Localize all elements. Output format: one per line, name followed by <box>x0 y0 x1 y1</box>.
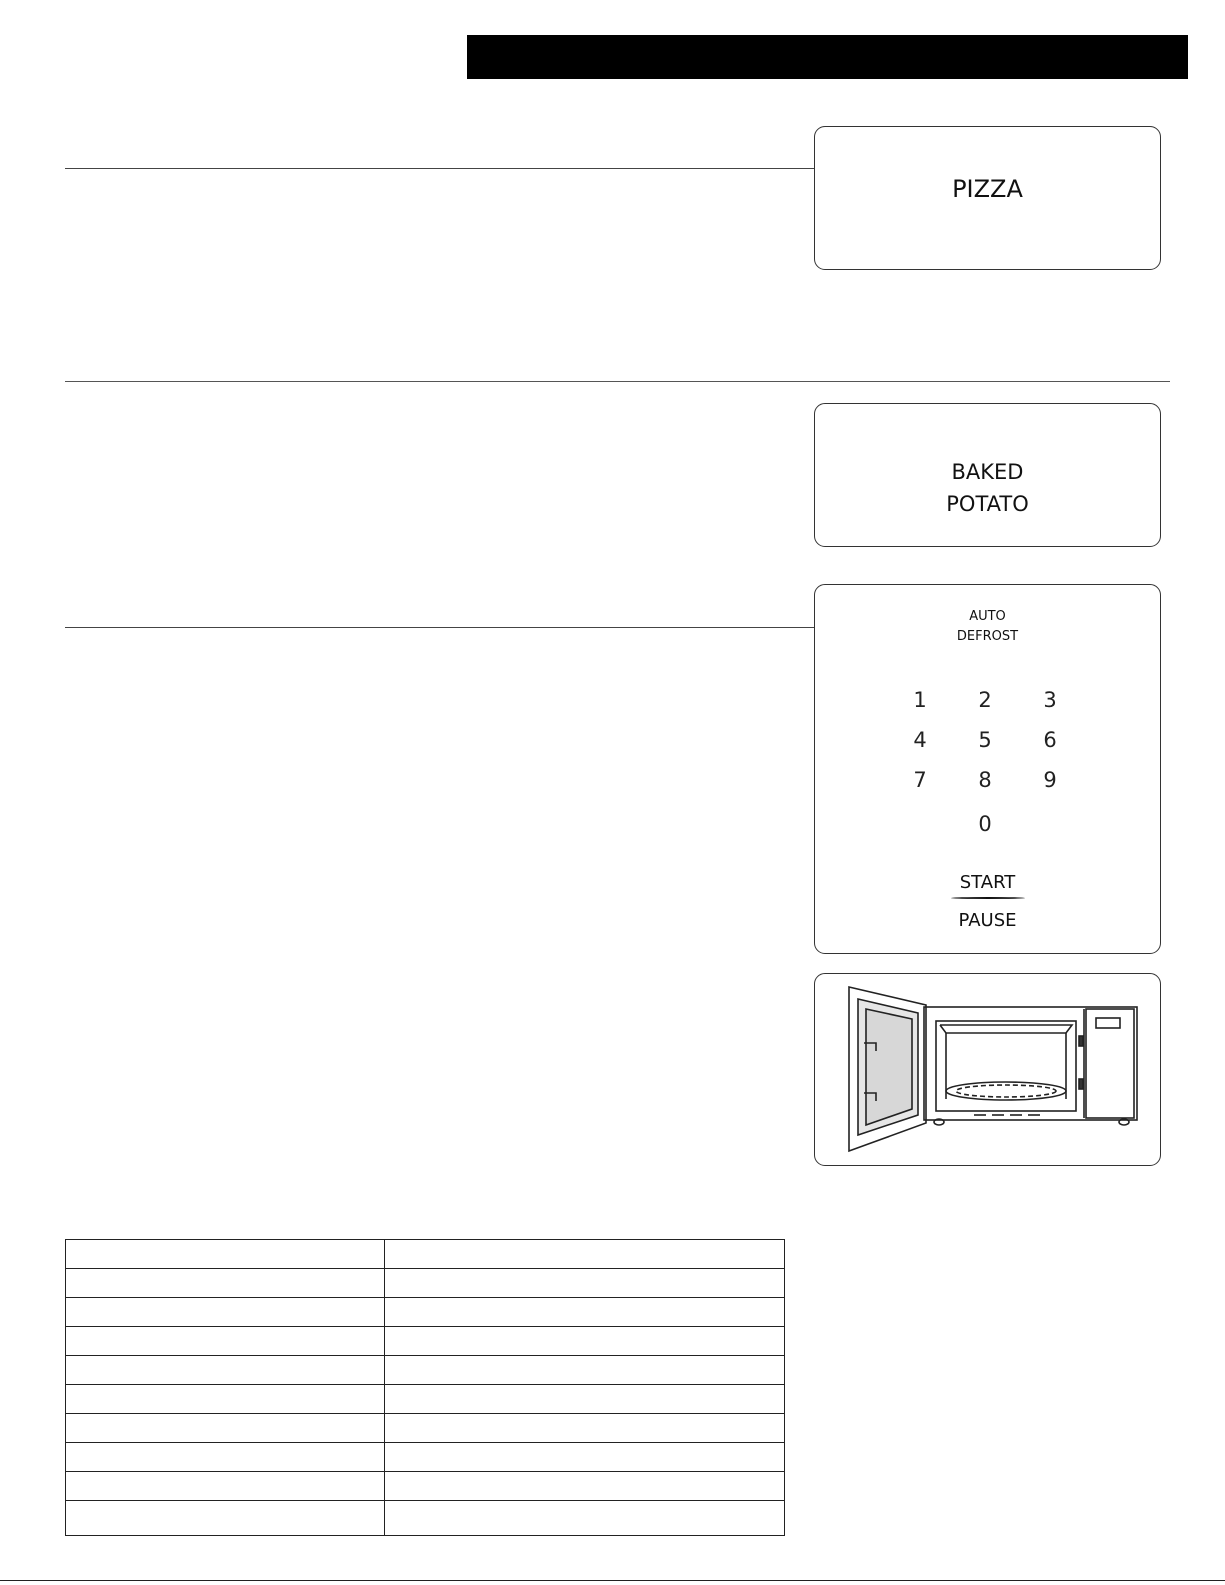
table-cell <box>385 1240 785 1269</box>
key-8[interactable]: 8 <box>978 768 992 792</box>
keypad-row <box>905 804 1065 844</box>
table-row <box>66 1501 785 1536</box>
keypad-row <box>905 680 1065 720</box>
start-label: start <box>959 865 1016 895</box>
table-cell <box>66 1327 385 1356</box>
table-row <box>66 1327 785 1356</box>
keypad-row <box>905 760 1065 800</box>
table-cell <box>385 1327 785 1356</box>
baked-potato-key[interactable] <box>815 454 1160 517</box>
key-1[interactable]: 1 <box>913 688 927 712</box>
table-row <box>66 1269 785 1298</box>
table-row <box>66 1356 785 1385</box>
key-7[interactable]: 7 <box>913 768 927 792</box>
footer-rule <box>0 1580 1225 1581</box>
table-cell <box>385 1472 785 1501</box>
table-row <box>66 1298 785 1327</box>
pizza-label: pizza <box>952 166 1023 206</box>
table-cell <box>66 1356 385 1385</box>
defrost-label: defrost <box>956 622 1019 645</box>
table-cell <box>66 1269 385 1298</box>
table-cell <box>385 1414 785 1443</box>
table-cell <box>66 1240 385 1269</box>
start-pause-key[interactable] <box>815 867 1160 931</box>
pizza-key[interactable] <box>815 166 1160 206</box>
table-cell <box>385 1501 785 1536</box>
section-rule-pizza <box>65 168 815 169</box>
table-row <box>66 1443 785 1472</box>
potato-label: potato <box>946 483 1029 519</box>
table-cell <box>385 1385 785 1414</box>
table-row <box>66 1385 785 1414</box>
key-6[interactable]: 6 <box>1043 728 1057 752</box>
table-row <box>66 1414 785 1443</box>
data-table <box>65 1239 785 1536</box>
key-0[interactable]: 0 <box>978 812 992 836</box>
baked-label: baked <box>951 452 1024 487</box>
auto-defrost-key[interactable] <box>815 605 1160 645</box>
key-3[interactable]: 3 <box>1043 688 1057 712</box>
key-2[interactable]: 2 <box>978 688 992 712</box>
table-cell <box>66 1414 385 1443</box>
open-microwave-icon <box>814 973 1161 1166</box>
table-cell <box>385 1269 785 1298</box>
microwave-illustration-panel <box>814 973 1161 1166</box>
table-cell <box>66 1298 385 1327</box>
keypad-row <box>905 720 1065 760</box>
table-cell <box>385 1356 785 1385</box>
baked-potato-key-panel <box>814 403 1161 547</box>
table-row <box>66 1240 785 1269</box>
table-row <box>66 1472 785 1501</box>
number-keypad <box>905 680 1065 844</box>
table-cell <box>66 1472 385 1501</box>
table-cell <box>66 1443 385 1472</box>
table-cell <box>385 1443 785 1472</box>
auto-defrost-keypad-panel <box>814 584 1161 954</box>
key-9[interactable]: 9 <box>1043 768 1057 792</box>
section-rule-defrost <box>65 627 815 628</box>
start-pause-divider <box>951 897 1025 899</box>
pizza-key-panel <box>814 126 1161 270</box>
key-4[interactable]: 4 <box>913 728 927 752</box>
key-5[interactable]: 5 <box>978 728 992 752</box>
table-cell <box>66 1385 385 1414</box>
pause-label: pause <box>958 903 1017 933</box>
table-cell <box>66 1501 385 1536</box>
auto-label: auto <box>969 603 1006 625</box>
header-bar <box>467 35 1188 79</box>
section-divider <box>65 381 1170 382</box>
table-cell <box>385 1298 785 1327</box>
